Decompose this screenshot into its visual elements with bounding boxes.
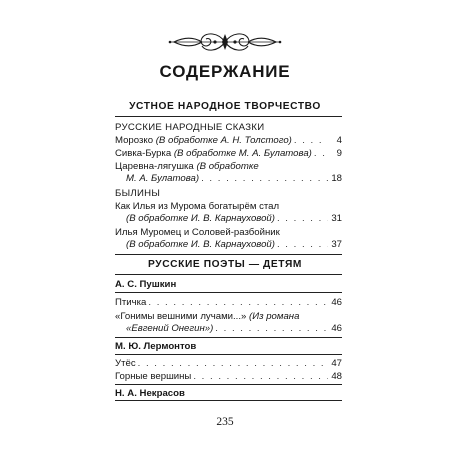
divider xyxy=(115,274,342,275)
toc-entry[interactable]: «Гонимы вешними лучами...» (Из романа «Евгений Онегин») . . . 46 xyxy=(115,311,342,334)
part-heading-folk: УСТНОЕ НАРОДНОЕ ТВОРЧЕСТВО xyxy=(129,101,321,112)
divider xyxy=(115,292,342,293)
toc-entry[interactable]: Утёс . . . 47 xyxy=(115,358,342,370)
page-ref: 47 xyxy=(331,358,342,369)
divider xyxy=(115,116,342,117)
page-ref: 31 xyxy=(331,212,342,224)
divider xyxy=(115,254,342,255)
toc-entry[interactable]: Как Илья из Мурома богатырём стал (В обработке И. В. Карнауховой) . . . 31 xyxy=(115,201,342,224)
group-label-bylinas: БЫЛИНЫ xyxy=(115,188,161,199)
divider xyxy=(115,384,342,385)
author-heading: М. Ю. Лермонтов xyxy=(115,341,197,352)
toc-entry[interactable]: Илья Муромец и Соловей-разбойник (В обработке И. В. Карнауховой) . . . 37 xyxy=(115,227,342,250)
divider xyxy=(115,337,342,338)
toc-entry[interactable]: Птичка . . . 46 xyxy=(115,297,342,309)
author-heading: А. С. Пушкин xyxy=(115,279,177,290)
page-ref: 48 xyxy=(331,371,342,382)
toc-entry[interactable]: Морозко (В обработке А. Н. Толстого) . . . 4 xyxy=(115,135,342,147)
toc-entry[interactable]: Царевна-лягушка (В обработке М. А. Булатова) . . . 18 xyxy=(115,161,342,184)
divider xyxy=(115,400,342,401)
page-ref: 4 xyxy=(336,135,342,146)
page-ref: 9 xyxy=(336,148,342,159)
page-number: 235 xyxy=(216,416,234,428)
author-heading: Н. А. Некрасов xyxy=(115,388,185,399)
page-ref: 18 xyxy=(331,172,342,184)
page-ref: 46 xyxy=(331,322,342,334)
page-ref: 37 xyxy=(331,238,342,250)
part-heading-poets: РУССКИЕ ПОЭТЫ — ДЕТЯМ xyxy=(148,259,302,270)
page-ref: 46 xyxy=(331,297,342,308)
toc-entry[interactable]: Сивка-Бурка (В обработке М. А. Булатова) . . . 9 xyxy=(115,148,342,160)
page-title: СОДЕРЖАНИЕ xyxy=(159,62,291,81)
group-label-tales: РУССКИЕ НАРОДНЫЕ СКАЗКИ xyxy=(115,122,265,133)
decorative-flourish-icon xyxy=(168,28,282,56)
divider xyxy=(115,354,342,355)
toc-entry[interactable]: Горные вершины . . . 48 xyxy=(115,371,342,383)
